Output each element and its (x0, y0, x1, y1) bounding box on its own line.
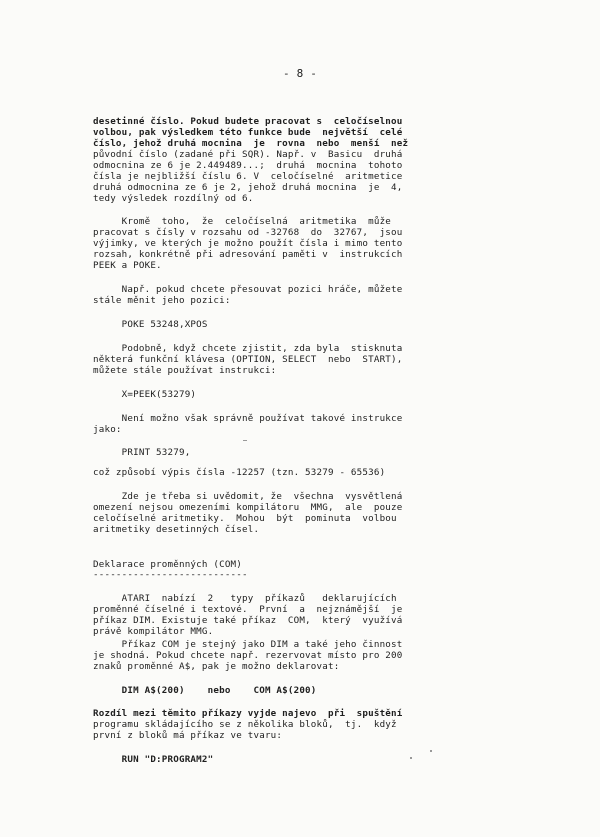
section-title: Deklarace proměnných (COM) (93, 559, 243, 570)
scan-speck (410, 757, 412, 759)
text-line: tedy výsledek rozdílný od 6. (93, 193, 254, 204)
text-line: právě kompilátor MMG. (93, 626, 214, 637)
text-line: desetinné číslo. Pokud budete pracovat s celočíselnou (93, 116, 403, 127)
text-line: rozsah, konkrétně při adresování paměti v instrukcích (93, 249, 403, 260)
text-line: původní číslo (zadané při SQR). Např. v Basicu druhá (93, 149, 403, 160)
text-line: omezení nejsou omezeními kompilátoru MMG, ale pouze (93, 502, 403, 513)
text-line: Není možno však správně používat takové instrukce (93, 413, 403, 424)
text-line: stále měnit jeho pozici: (93, 295, 231, 306)
text-line: PEEK a POKE. (93, 260, 162, 271)
text-line: proměnné číselné i textové. První a nejznámější je (93, 604, 403, 615)
text-line: Zde je třeba si uvědomit, že všechna vysvětlená (93, 491, 403, 502)
text-line: aritmetiky desetinných čísel. (93, 524, 260, 535)
scan-speck (430, 750, 432, 752)
code-line: RUN "D:PROGRAM2" (93, 754, 214, 765)
text-line: některá funkční klávesa (OPTION, SELECT nebo START), (93, 354, 403, 365)
scan-speck (243, 440, 247, 441)
text-line: odmocnina ze 6 je 2.449489...; druhá mocnina tohoto (93, 160, 403, 171)
code-line: DIM A$(200) nebo COM A$(200) (93, 685, 317, 696)
text-line: celočíselné aritmetiky. Mohou být pominuta volbou (93, 513, 397, 524)
text-line: výjimky, ve kterých je možno použít čísla i mimo tento (93, 238, 403, 249)
text-line: znaků proměnné A$, pak je možno deklarovat: (93, 661, 340, 672)
text-line: čísla je nejbližší číslu 6. V celočíselné aritmetice (93, 171, 403, 182)
text-line: volbou, pak výsledkem této funkce bude největší celé (93, 127, 403, 138)
text-line: což způsobí výpis čísla -12257 (tzn. 53279 - 65536) (93, 467, 386, 478)
text-line: příkaz DIM. Existuje také příkaz COM, který využívá (93, 615, 403, 626)
section-underline: --------------------------- (93, 569, 248, 580)
text-line: první z bloků má příkaz ve tvaru: (93, 730, 283, 741)
text-line: je shodná. Pokud chcete např. rezervovat místo pro 200 (93, 650, 403, 661)
code-line: PRINT 53279, (93, 447, 191, 458)
text-line: jako: (93, 424, 122, 435)
text-line: Např. pokud chcete přesouvat pozici hráče, můžete (93, 284, 403, 295)
code-line: X=PEEK(53279) (93, 389, 197, 400)
page-number: - 8 - (282, 67, 318, 80)
text-line: Příkaz COM je stejný jako DIM a také jeho činnost (93, 639, 403, 650)
text-line: Rozdíl mezi těmito příkazy vyjde najevo při spuštění (93, 708, 403, 719)
code-line: POKE 53248,XPOS (93, 319, 208, 330)
text-line: Kromě toho, že celočíselná aritmetika může (93, 216, 392, 227)
text-line: číslo, jehož druhá mocnina je rovna nebo menší než (93, 138, 409, 149)
text-line: programu skládajícího se z několika bloků, tj. když (93, 719, 397, 730)
text-line: druhá odmocnina ze 6 je 2, jehož druhá mocnina je 4, (93, 182, 403, 193)
text-line: Podobně, když chcete zjistit, zda byla stisknuta (93, 343, 403, 354)
text-line: pracovat s čísly v rozsahu od -32768 do 32767, jsou (93, 227, 403, 238)
text-line: můžete stále používat instrukci: (93, 365, 277, 376)
text-line: ATARI nabízí 2 typy příkazů deklarujících (93, 593, 397, 604)
